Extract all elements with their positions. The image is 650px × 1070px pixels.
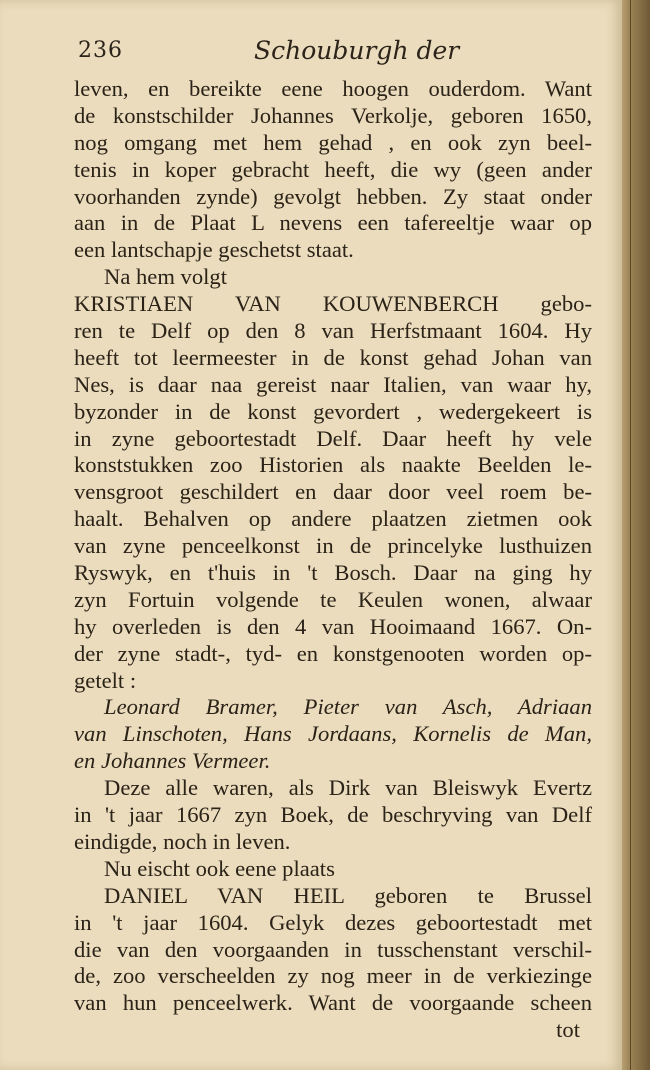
text-line: in 't jaar 1604. Gelyk dezes geboortestadt met [74, 909, 592, 935]
text-line: aan in de Plaat L nevens een tafereeltje waar op [74, 210, 592, 236]
text-line: die van den voorgaanden in tusschenstant verschil- [74, 936, 592, 962]
text-line: Nes, is daar naa gereist naar Italien, van waar hy, [74, 371, 592, 397]
text-line: de, zoo verscheelden zy nog meer in de verkiezinge [74, 963, 592, 989]
running-head [78, 36, 598, 70]
page-number: 236 [78, 38, 123, 63]
text-line: byzonder in de konst gevordert , wedergekeert is [74, 398, 592, 424]
text-line: eindigde, noch in leven. [74, 828, 291, 854]
text-line: DANIEL VAN HEIL geboren te Brussel [104, 882, 592, 908]
text-line: zyn Fortuin volgende te Keulen wonen, alwaar [74, 586, 592, 612]
text-line: Leonard Bramer, Pieter van Asch, Adriaan [104, 694, 592, 720]
text-line: der zyne stadt-, tyd- en konstgenooten worden op- [74, 640, 592, 666]
text-line: van hun penceelwerk. Want de voorgaande scheen [74, 990, 592, 1016]
text-line: Nu eischt ook eene plaats [104, 855, 335, 881]
text-line: hy overleden is den 4 van Hooimaand 1667. On- [74, 613, 592, 639]
text-line: haalt. Behalven op andere plaatzen zietmen ook [74, 506, 592, 532]
text-line: Na hem volgt [104, 264, 227, 290]
text-line: van zyne penceelkonst in de princelyke lusthuizen [74, 533, 592, 559]
text-line: vensgroot geschildert en daar door veel roem be- [74, 479, 592, 505]
body-text [74, 76, 592, 1044]
text-line: tot [556, 1017, 580, 1043]
text-line: van Linschoten, Hans Jordaans, Kornelis de Man, [74, 721, 592, 747]
text-line: nog omgang met hem gehad , en ook zyn beel- [74, 129, 592, 155]
text-line: Deze alle waren, als Dirk van Bleiswyk Evertz [104, 775, 592, 801]
text-line: leven, en bereikte eene hoogen ouderdom. Want [74, 76, 592, 101]
text-line: en Johannes Vermeer. [74, 748, 271, 774]
text-line: heeft tot leermeester in de konst gehad Johan van [74, 344, 592, 370]
running-title: Schouburgh der [254, 36, 460, 65]
text-line: in zyne geboortestadt Delf. Daar heeft hy vele [74, 425, 592, 451]
text-line: in 't jaar 1667 zyn Boek, de beschryving van Delf [74, 802, 592, 828]
text-line: KRISTIAEN VAN KOUWENBERCH gebo- [74, 291, 592, 317]
text-line: tenis in koper gebracht heeft, die wy (geen ander [74, 156, 592, 182]
text-line: een lantschapje geschetst staat. [74, 237, 354, 263]
text-line: de konstschilder Johannes Verkolje, geboren 1650, [74, 102, 592, 128]
text-line: ren te Delf op den 8 van Herfstmaant 1604. Hy [74, 318, 592, 344]
text-line: getelt : [74, 667, 137, 693]
page-edge [622, 0, 650, 1070]
text-line: konststukken zoo Historien als naakte Beelden le- [74, 452, 592, 478]
text-line: Ryswyk, en t'huis in 't Bosch. Daar na ging hy [74, 560, 592, 586]
text-line: voorhanden zynde) gevolgt hebben. Zy staat onder [74, 183, 592, 209]
